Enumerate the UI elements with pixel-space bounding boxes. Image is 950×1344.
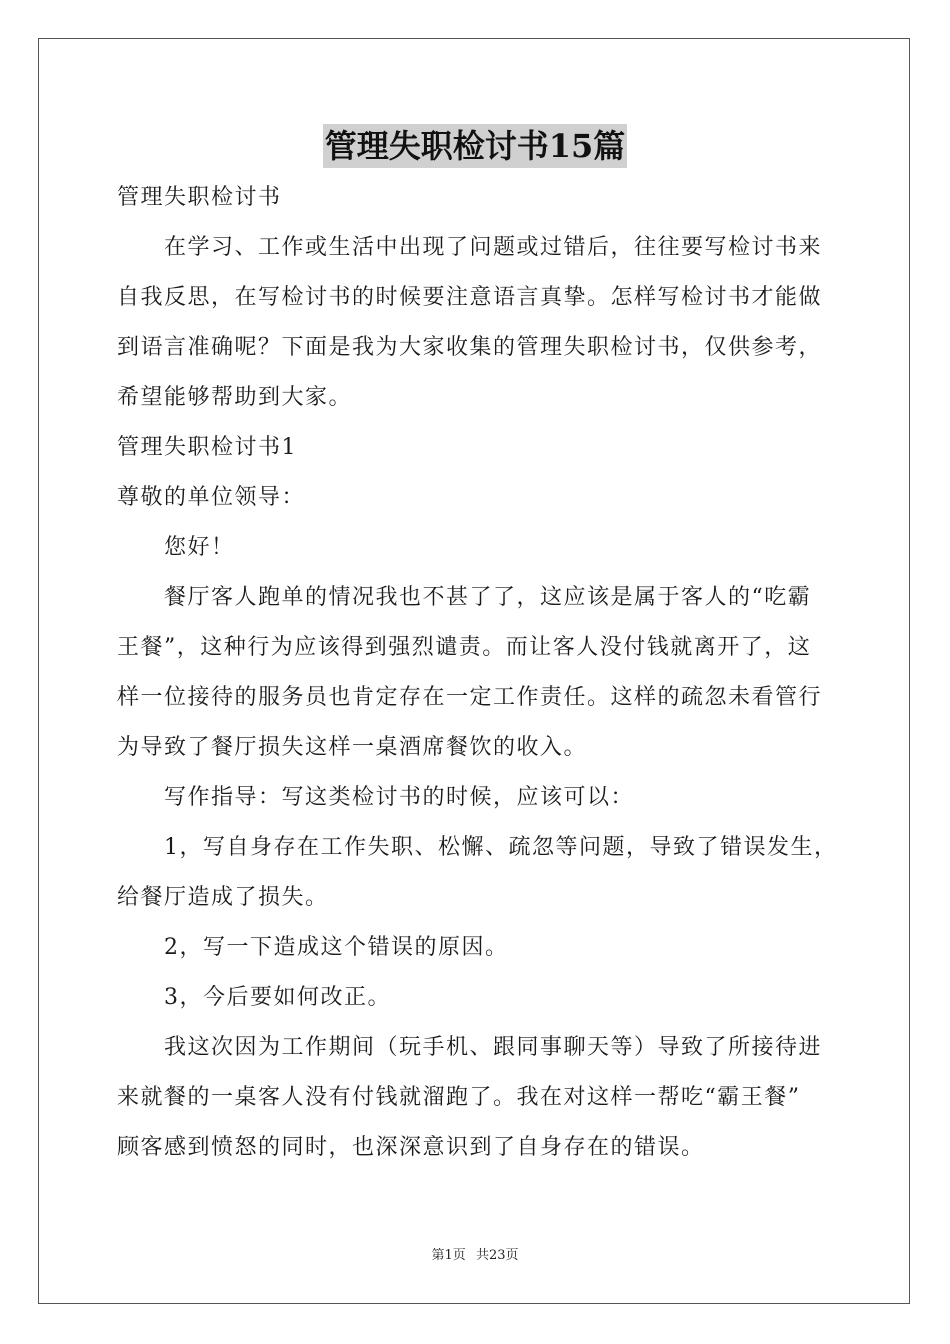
list-item-continuation: 给餐厅造成了损失。 <box>117 885 329 910</box>
greeting: 您好！ <box>164 535 235 560</box>
list-item: 1，写自身存在工作失职、松懈、疏忽等问题，导致了错误发生， <box>164 835 838 860</box>
page-number: 第1页 <box>431 1248 466 1263</box>
paragraph-line: 写作指导：写这类检讨书的时候，应该可以： <box>164 785 635 810</box>
paragraph-line: 在学习、工作或生活中出现了问题或过错后，往往要写检讨书来 <box>164 235 823 260</box>
list-item: 3，今后要如何改正。 <box>164 985 391 1010</box>
paragraph-line: 自我反思，在写检讨书的时候要注意语言真挚。怎样写检讨书才能做 <box>117 285 823 310</box>
page-border <box>38 38 910 1304</box>
paragraph-line: 样一位接待的服务员也肯定存在一定工作责任。这样的疏忽未看管行 <box>117 685 823 710</box>
paragraph-line: 餐厅客人跑单的情况我也不甚了了，这应该是属于客人的“吃霸 <box>164 585 812 610</box>
page-footer <box>0 1247 950 1265</box>
paragraph-line: 王餐”，这种行为应该得到强烈谴责。而让客人没付钱就离开了，这 <box>117 635 812 660</box>
paragraph-line: 希望能够帮助到大家。 <box>117 385 353 410</box>
list-item: 2，写一下造成这个错误的原因。 <box>164 935 509 960</box>
paragraph-line: 来就餐的一桌客人没有付钱就溜跑了。我在对这样一帮吃“霸王餐” <box>117 1085 801 1110</box>
paragraph-line: 到语言准确呢？下面是我为大家收集的管理失职检讨书，仅供参考， <box>117 335 823 360</box>
title-container <box>0 124 950 168</box>
paragraph-line: 顾客感到愤怒的同时，也深深意识到了自身存在的错误。 <box>117 1135 705 1160</box>
section-heading: 管理失职检讨书1 <box>117 435 297 460</box>
salutation: 尊敬的单位领导： <box>117 485 306 510</box>
paragraph-line: 为导致了餐厅损失这样一桌酒席餐饮的收入。 <box>117 735 588 760</box>
section-heading: 管理失职检讨书 <box>117 185 282 210</box>
page-total: 共23页 <box>475 1248 519 1263</box>
document-title: 管理失职检讨书15篇 <box>323 124 628 168</box>
paragraph-line: 我这次因为工作期间（玩手机、跟同事聊天等）导致了所接待进 <box>164 1035 823 1060</box>
